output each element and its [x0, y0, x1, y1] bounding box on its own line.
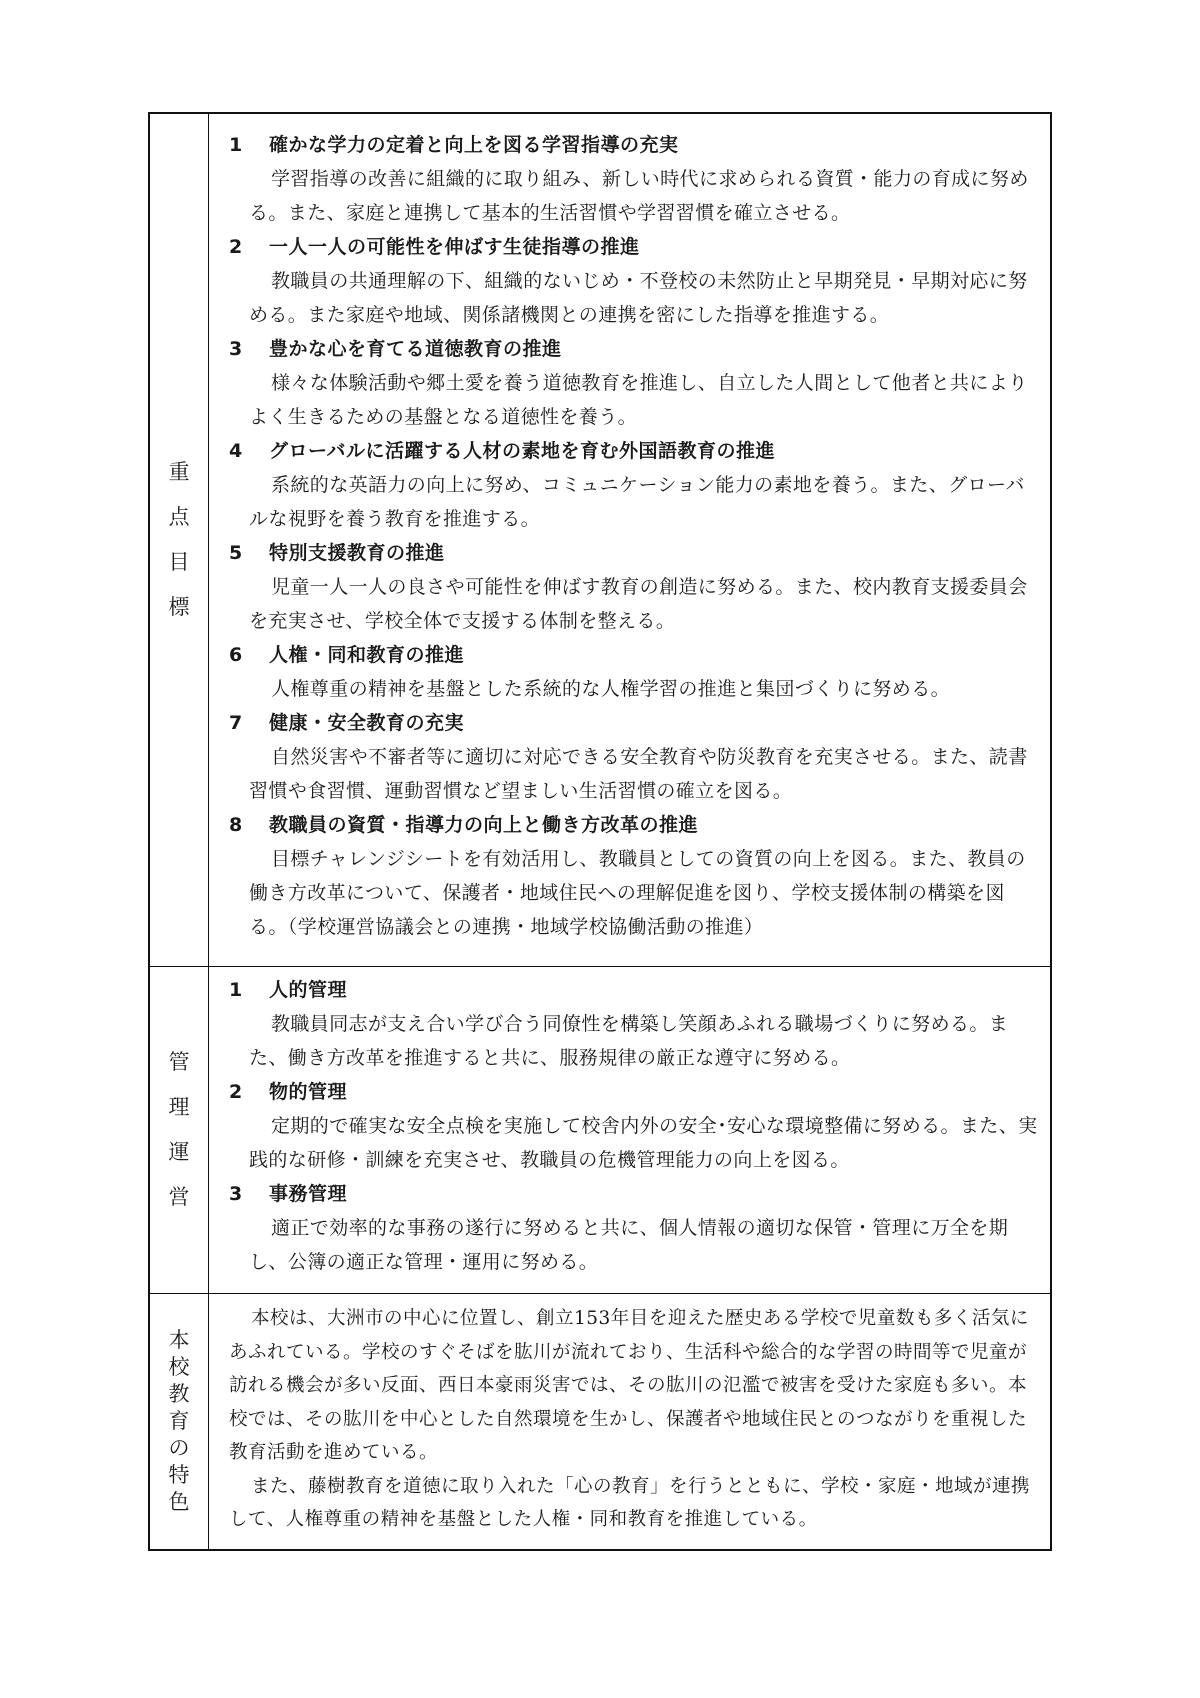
label-char: 目 — [168, 550, 190, 574]
features-label — [149, 1294, 209, 1550]
goal-item — [223, 128, 1040, 230]
label-char: 特 — [168, 1462, 190, 1487]
goal-item — [223, 332, 1040, 434]
focus-goals-label — [149, 113, 209, 967]
focus-goals-content — [209, 113, 1052, 967]
management-label — [149, 967, 209, 1294]
goal-heading: 4 グローバルに活躍する人材の素地を育む外国語教育の推進 — [229, 440, 776, 462]
goal-heading: 5 特別支援教育の推進 — [229, 542, 445, 564]
goal-item — [223, 808, 1040, 944]
management-row — [149, 967, 1051, 1294]
goal-heading: 8 教職員の資質・指導力の向上と働き方改革の推進 — [229, 814, 699, 836]
management-heading: 3 事務管理 — [229, 1183, 348, 1205]
goal-body: 自然災害や不審者等に適切に対応できる安全教育や防災教育を充実させる。また、読書習慣や食習慣、運動習慣など望ましい生活習慣の確立を図る。 — [249, 746, 1028, 802]
label-char: 点 — [168, 505, 190, 529]
label-char: 教 — [168, 1381, 190, 1406]
goal-heading: 7 健康・安全教育の充実 — [229, 712, 465, 734]
goal-heading: 1 確かな学力の定着と向上を図る学習指導の充実 — [229, 134, 679, 156]
label-char: 校 — [168, 1354, 190, 1379]
features-paragraph: また、藤樹教育を道徳に取り入れた「心の教育」を行うとともに、学校・家庭・地域が連携して、人権尊重の精神を基盤とした人権・同和教育を推進している。 — [229, 1475, 1031, 1530]
label-char: 育 — [168, 1408, 190, 1433]
label-char: 理 — [168, 1095, 190, 1119]
goal-body: 系統的な英語力の向上に努め、コミュニケーション能力の素地を養う。また、グローバルな視野を養う教育を推進する。 — [249, 474, 1025, 530]
goal-heading: 2 一人一人の可能性を伸ばす生徒指導の推進 — [229, 236, 640, 258]
management-body: 適正で効率的な事務の遂行に努めると共に、個人情報の適切な保管・管理に万全を期し、公簿の適正な管理・運用に努める。 — [249, 1217, 1009, 1273]
management-item — [223, 1075, 1040, 1177]
goal-body: 目標チャレンジシートを有効活用し、教職員としての資質の向上を図る。また、教員の働き方改革について、保護者・地域住民への理解促進を図り、学校支援体制の構築を図る。（学校運営協議会との連携・地域学校協働活動の推進） — [249, 848, 1026, 938]
label-char: 運 — [168, 1140, 190, 1164]
label-char: 管 — [168, 1050, 190, 1074]
goal-item — [223, 230, 1040, 332]
goal-heading: 3 豊かな心を育てる道徳教育の推進 — [229, 338, 562, 360]
management-heading: 1 人的管理 — [229, 979, 348, 1001]
label-char: 本 — [168, 1327, 190, 1352]
focus-goals-row — [149, 113, 1051, 967]
goal-body: 人権尊重の精神を基盤とした系統的な人権学習の推進と集団づくりに努める。 — [271, 678, 951, 700]
label-char: の — [168, 1435, 190, 1460]
features-row — [149, 1294, 1051, 1550]
management-content — [209, 967, 1052, 1294]
goal-body: 児童一人一人の良さや可能性を伸ばす教育の創造に努める。また、校内教育支援委員会を充実させ、学校全体で支援する体制を整える。 — [249, 576, 1028, 632]
goal-body: 学習指導の改善に組織的に取り組み、新しい時代に求められる資質・能力の育成に努める。また、家庭と連携して基本的生活習慣や学習習慣を確立させる。 — [249, 168, 1029, 224]
label-char: 標 — [168, 595, 190, 619]
school-plan-table — [148, 112, 1052, 1551]
management-item — [223, 1177, 1040, 1279]
label-char: 色 — [168, 1489, 190, 1514]
goal-body: 様々な体験活動や郷土愛を養う道徳教育を推進し、自立した人間として他者と共によりよく生きるための基盤となる道徳性を養う。 — [249, 372, 1028, 428]
label-char: 重 — [168, 460, 190, 484]
goal-heading: 6 人権・同和教育の推進 — [229, 644, 465, 666]
management-heading: 2 物的管理 — [229, 1081, 348, 1103]
goal-item — [223, 536, 1040, 638]
goal-body: 教職員の共通理解の下、組織的ないじめ・不登校の未然防止と早期発見・早期対応に努める。また家庭や地域、関係諸機関との連携を密にした指導を推進する。 — [249, 270, 1028, 326]
goal-item — [223, 706, 1040, 808]
label-char: 営 — [168, 1185, 190, 1209]
features-content — [209, 1294, 1052, 1550]
goal-item — [223, 434, 1040, 536]
features-paragraph: 本校は、大洲市の中心に位置し、創立153年目を迎えた歴史ある学校で児童数も多く活気にあふれている。学校のすぐそばを肱川が流れており、生活科や総合的な学習の時間等で児童が訪れる機会が多い反面、西日本豪雨災害では、その肱川の氾濫で被害を受けた家庭も多い。本校では、その肱川を中心とした自然環境を生かし、保護者や地域住民とのつながりを重視した教育活動を進めている。 — [229, 1308, 1029, 1463]
management-item — [223, 973, 1040, 1075]
management-body: 定期的で確実な安全点検を実施して校舎内外の安全･安心な環境整備に努める。また、実践的な研修・訓練を充実させ、教職員の危機管理能力の向上を図る。 — [249, 1115, 1038, 1171]
management-body: 教職員同志が支え合い学び合う同僚性を構築し笑顔あふれる職場づくりに努める。また、働き方改革を推進すると共に、服務規律の厳正な遵守に努める。 — [249, 1013, 1009, 1069]
goal-item — [223, 638, 1040, 706]
